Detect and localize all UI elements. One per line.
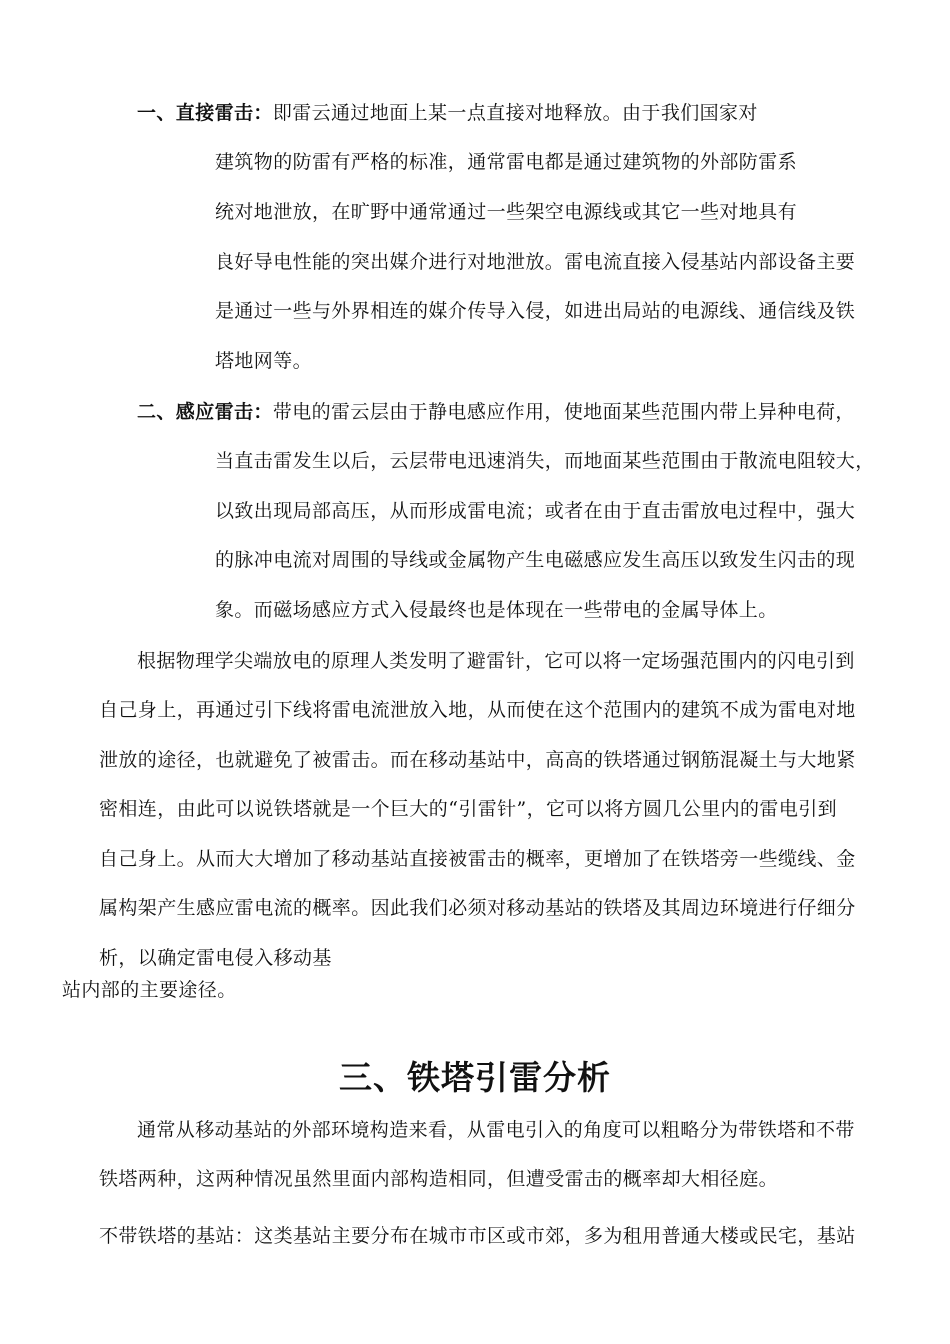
item-induced-strike-line-4: 的脉冲电流对周围的导线或金属物产生电磁感应发生高压以致发生闪击的现 <box>215 549 856 571</box>
paragraph-lightning-rod-line-4: 密相连，由此可以说铁塔就是一个巨大的“引雷针”，它可以将方圆几公里内的雷电引到 <box>99 798 838 820</box>
item-direct-strike-line-3: 统对地泄放，在旷野中通常通过一些架空电源线或其它一些对地具有 <box>215 201 798 223</box>
paragraph-lightning-rod-line-8: 站内部的主要途径。 <box>62 979 237 1001</box>
item-direct-strike-line-4: 良好导电性能的突出媒介进行对地泄放。雷电流直接入侵基站内部设备主要 <box>215 251 856 273</box>
item-direct-strike-line-6: 塔地网等。 <box>215 350 313 372</box>
item-direct-strike-line-1 <box>137 101 758 125</box>
paragraph-lightning-rod-line-3: 泄放的途径，也就避免了被雷击。而在移动基站中，高高的铁塔通过钢筋混凝土与大地紧 <box>99 749 856 771</box>
item-direct-strike-label: 一、直接雷击： <box>137 102 273 124</box>
item-induced-strike-label: 二、感应雷击： <box>137 401 273 423</box>
paragraph-lightning-rod-line-1: 根据物理学尖端放电的原理人类发明了避雷针，它可以将一定场强范围内的闪电引到 <box>137 650 855 672</box>
item-direct-strike-text: 即雷云通过地面上某一点直接对地释放。由于我们国家对 <box>272 102 758 124</box>
item-induced-strike-line-1 <box>137 400 855 424</box>
paragraph-lightning-rod-line-7: 析，以确定雷电侵入移动基 <box>99 947 332 969</box>
item-induced-strike-line-3: 以致出现局部高压，从而形成雷电流；或者在由于直击雷放电过程中，强大 <box>215 500 856 522</box>
paragraph-no-tower-line-1: 不带铁塔的基站：这类基站主要分布在城市市区或市郊，多为租用普通大楼或民宅，基站 <box>99 1225 856 1247</box>
paragraph-lightning-rod-line-2: 自己身上，再通过引下线将雷电流泄放入地，从而使在这个范围内的建筑不成为雷电对地 <box>99 699 856 721</box>
paragraph-tower-intro-line-2: 铁塔两种，这两种情况虽然里面内部构造相同，但遭受雷击的概率却大相径庭。 <box>99 1168 779 1190</box>
paragraph-lightning-rod-line-5: 自己身上。从而大大增加了移动基站直接被雷击的概率，更增加了在铁塔旁一些缆线、金 <box>99 848 856 870</box>
item-induced-strike-text: 带电的雷云层由于静电感应作用，使地面某些范围内带上异种电荷， <box>272 401 855 423</box>
item-direct-strike-line-2: 建筑物的防雷有严格的标准，通常雷电都是通过建筑物的外部防雷系 <box>215 151 798 173</box>
item-induced-strike-line-2: 当直击雷发生以后，云层带电迅速消失，而地面某些范围由于散流电阻较大， <box>215 450 875 472</box>
item-induced-strike-line-5: 象。而磁场感应方式入侵最终也是体现在一些带电的金属导体上。 <box>215 599 778 621</box>
paragraph-lightning-rod-line-6: 属构架产生感应雷电流的概率。因此我们必须对移动基站的铁塔及其周边环境进行仔细分 <box>99 897 856 919</box>
item-direct-strike-line-5: 是通过一些与外界相连的媒介传导入侵，如进出局站的电源线、通信线及铁 <box>215 300 856 322</box>
paragraph-tower-intro-line-1: 通常从移动基站的外部环境构造来看，从雷电引入的角度可以粗略分为带铁塔和不带 <box>137 1119 855 1141</box>
section-heading: 三、铁塔引雷分析 <box>339 1058 611 1097</box>
